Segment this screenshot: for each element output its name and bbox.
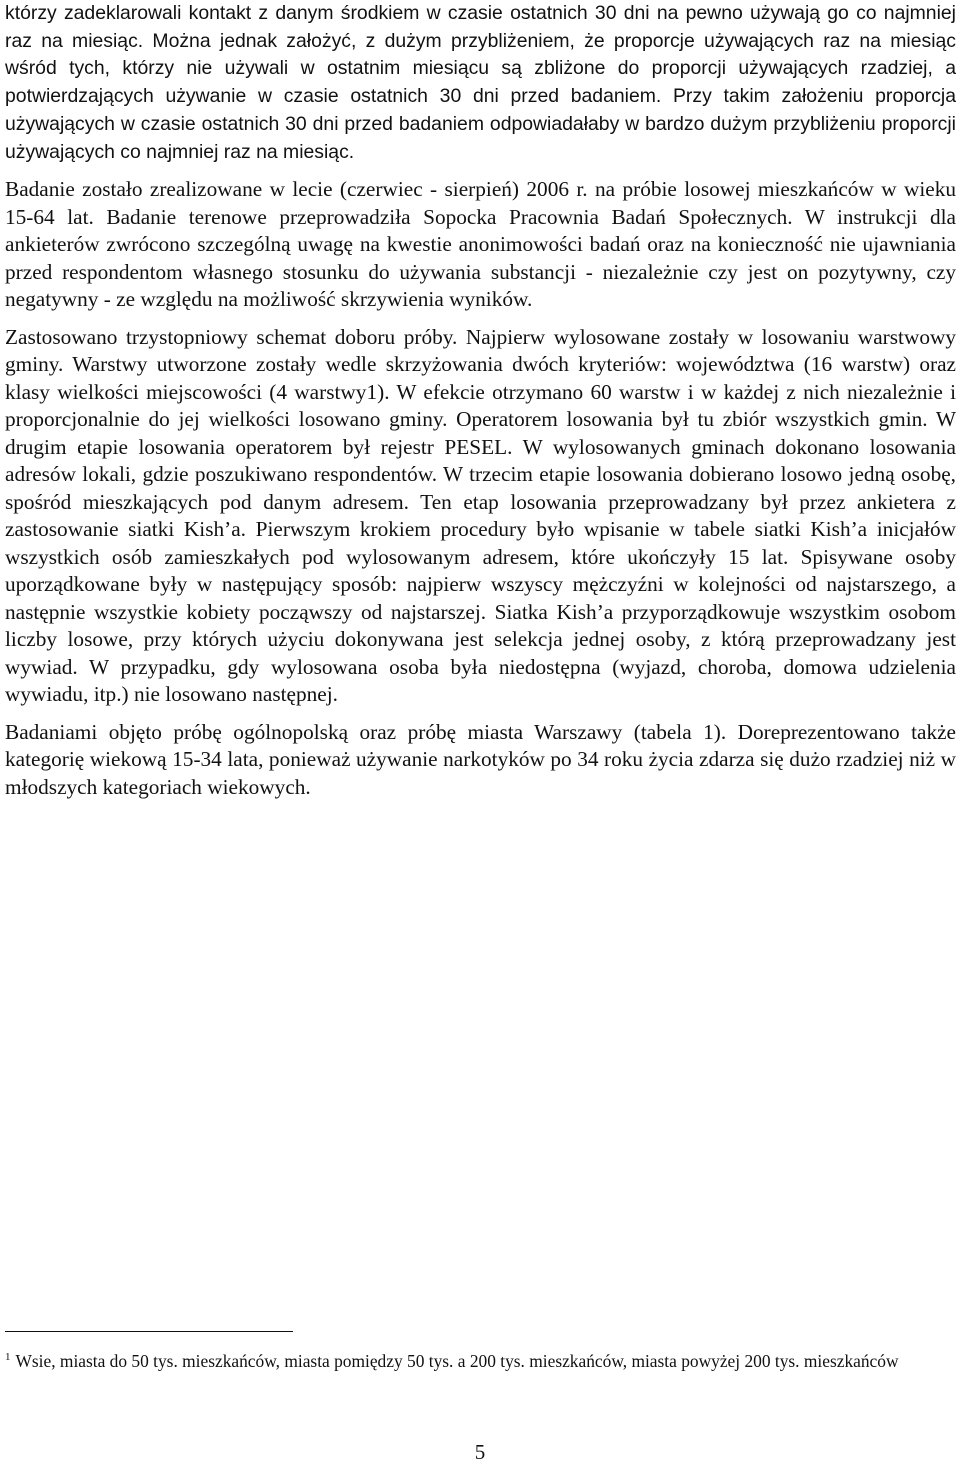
paragraph-monthly-use-assumption: którzy zadeklarowali kontakt z danym środkiem w czasie ostatnich 30 dni na pewno używają go co najmniej raz na miesiąc. Można jednak założyć, z dużym przybliżeniem, że proporcje używających raz na miesiąc wśród tych, którzy nie używali w ostatnim miesiącu są zbliżone do proporcji używających rzadziej, a potwierdzających używanie w czasie ostatnich 30 dni przed badaniem. Przy takim założeniu proporcja używających w czasie ostatnich 30 dni przed badaniem odpowiadałaby w bardzo dużym przybliżeniu proporcji używających co najmniej raz na miesiąc. — [5, 2, 956, 163]
sampling-text-rest: ). W efekcie otrzymano 60 warstw i w każdej z nich niezależnie i proporcjonalnie do jej wielkości losowano gminy. Operatorem losowania był tu zbiór wszystkich gmin. W drugim etapie losowania operatorem był rejestr PESEL. W wylosowanych gminach dokonano losowania adresów lokali, gdzie poszukiwano respondentów. W trzecim etapie losowania dobierano losowo jedną osobę, spośród mieszkających pod danym adresem. Ten etap losowania przeprowadzany był przez ankietera z zastosowanie siatki Kish’a. Pierwszym krokiem procedury było wpisanie w tabele siatki Kish’a inicjałów wszystkich osób zamieszkałych pod wylosowanym adresem, które ukończyły 15 lat. Spisywane osoby uporządkowane były w następujący sposób: najpierw wszyscy mężczyźni w kolejności od najstarszego, a następnie wszystkie kobiety począwszy od najstarszej. Siatka Kish’a przyporządkowuje wszystkim osobom liczby losowe, przy których użyciu dokonywana jest selekcja jednej osoby, z którą przeprowadzany jest wywiad. W przypadku, gdy wylosowana osoba była niedostępna (wyjazd, choroba, domowa udzielenia wywiadu, itp.) nie losowano następnej. — [5, 379, 957, 707]
sampling-text-lead: Zastosowano trzystopniowy schemat doboru próby. Najpierw wylosowane zostały w losowaniu warstwowy gminy. Warstwy utworzone zostały wedle skrzyżowania dwóch kryteriów: województwa (16 warstw) oraz klasy wielkości miejscowości (4 warstwy — [5, 324, 956, 404]
document-page — [5, 0, 956, 801]
footnote-text: Wsie, miasta do 50 tys. mieszkańców, miasta pomiędzy 50 tys. a 200 tys. mieszkańców, miasta powyżej 200 tys. mieszkańców — [15, 1351, 899, 1371]
page-number: 5 — [474, 1440, 486, 1464]
footnote-marker: 1 — [5, 1351, 11, 1364]
paragraph-survey-conduct: Badanie zostało zrealizowane w lecie (czerwiec - sierpień) 2006 r. na próbie losowej mieszkańców w wieku 15-64 lat. Badanie terenowe przeprowadziła Sopocka Pracownia Badań Społecznych. W instrukcji dla ankieterów zwrócono szczególną uwagę na kwestie anonimowości badań oraz na konieczność nie ujawniania przed respondentom własnego stosunku do używania substancji - niezależnie czy jest on pozytywny, czy negatywny - ze względu na możliwość skrzywienia wyników. — [5, 177, 956, 312]
footnote-divider — [5, 1331, 293, 1332]
footnote-section — [5, 1331, 956, 1374]
paragraph-sample-coverage: Badaniami objęto próbę ogólnopolską oraz próbę miasta Warszawy (tabela 1). Doreprezentowano także kategorię wiekową 15-34 lata, ponieważ używanie narkotyków po 34 roku życia zdarza się dużo rzadziej niż w młodszych kategoriach wiekowych. — [5, 719, 956, 799]
paragraph-sampling-scheme — [5, 324, 956, 709]
footnote — [5, 1348, 956, 1374]
footnote-reference: 1 — [366, 379, 378, 404]
